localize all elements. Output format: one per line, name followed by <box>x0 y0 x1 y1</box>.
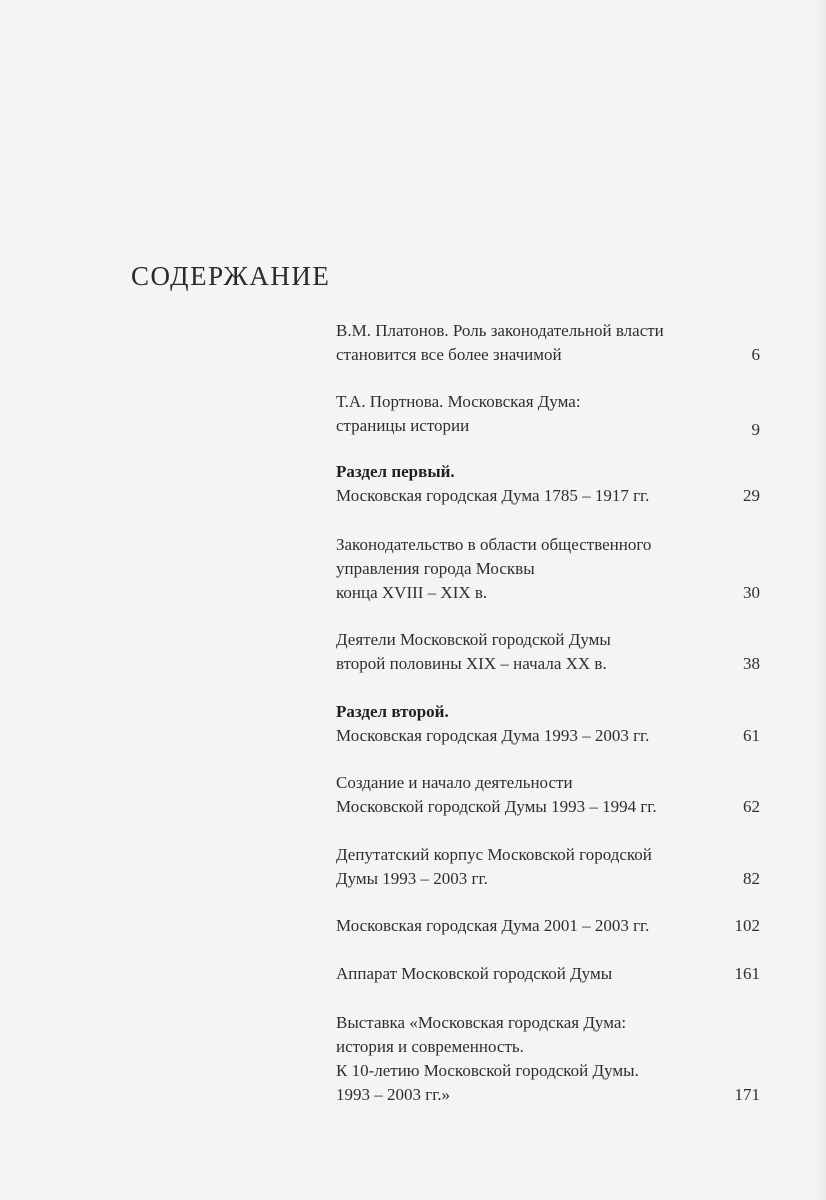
toc-entry[interactable] <box>336 319 760 367</box>
page-number: 38 <box>743 654 760 673</box>
toc-entry-line: управления города Москвы <box>336 559 535 578</box>
section-heading: Раздел второй. <box>336 702 449 721</box>
toc-entry-line: Депутатский корпус Московской городской <box>336 845 652 864</box>
page-number: 161 <box>734 964 760 983</box>
toc-entry[interactable] <box>336 628 760 676</box>
toc-entry-text <box>336 390 716 438</box>
page-number: 82 <box>743 869 760 888</box>
toc-entry-line: страницы истории <box>336 416 470 435</box>
toc-entry[interactable] <box>336 843 760 891</box>
toc-entry-line: Московской городской Думы 1993 – 1994 гг. <box>336 797 657 816</box>
toc-entry-line: 1993 – 2003 гг.» <box>336 1085 451 1104</box>
toc-entry-line: Деятели Московской городской Думы <box>336 630 611 649</box>
toc-entry-text <box>336 533 716 605</box>
toc-entry-text <box>336 771 716 819</box>
page-number: 9 <box>751 420 760 439</box>
toc-entry-line: Выставка «Московская городская Дума: <box>336 1013 627 1032</box>
toc-entry-line: Московская городская Дума 1993 – 2003 гг. <box>336 726 650 745</box>
toc-entry[interactable] <box>336 390 760 438</box>
page-number: 61 <box>743 726 760 745</box>
toc-entry-line: Законодательство в области общественного <box>336 535 652 554</box>
toc-entry-line: К 10-летию Московской городской Думы. <box>336 1061 639 1080</box>
page-title: СОДЕРЖАНИЕ <box>131 261 331 291</box>
toc-entry-line: становится все более значимой <box>336 345 562 364</box>
toc-entry-section[interactable] <box>336 460 760 508</box>
toc-entry-line: Московская городская Дума 2001 – 2003 гг. <box>336 916 650 935</box>
toc-entry[interactable] <box>336 771 760 819</box>
toc-entry[interactable] <box>336 914 760 938</box>
toc-entry[interactable] <box>336 1011 760 1107</box>
toc-entry-line: Т.А. Портнова. Московская Дума: <box>336 392 581 411</box>
page-number: 62 <box>743 797 760 816</box>
toc-entry-text <box>336 1011 716 1107</box>
toc-entry-text <box>336 962 716 986</box>
page-number: 102 <box>734 916 760 935</box>
toc-entry-line: Московская городская Дума 1785 – 1917 гг. <box>336 486 650 505</box>
toc-entry-line: Думы 1993 – 2003 гг. <box>336 869 488 888</box>
page-edge-shadow <box>812 0 826 1200</box>
toc-entry[interactable] <box>336 533 760 605</box>
toc-entry-text <box>336 700 716 748</box>
page-number: 171 <box>734 1085 760 1104</box>
toc-entry-text <box>336 460 716 508</box>
toc-entry-line: конца XVIII – XIX в. <box>336 583 488 602</box>
page-number: 6 <box>751 345 760 364</box>
toc-entry-line: история и современность. <box>336 1037 524 1056</box>
page-number: 29 <box>743 486 760 505</box>
toc-entry-text <box>336 628 716 676</box>
toc-entry[interactable] <box>336 962 760 986</box>
toc-entry-line: Создание и начало деятельности <box>336 773 573 792</box>
page-number: 30 <box>743 583 760 602</box>
section-heading: Раздел первый. <box>336 462 455 481</box>
toc-entry-text <box>336 914 716 938</box>
toc-entry-line: второй половины XIX – начала XX в. <box>336 654 607 673</box>
toc-entry-text <box>336 843 716 891</box>
toc-entry-text <box>336 319 716 367</box>
toc-entry-line: Аппарат Московской городской Думы <box>336 964 613 983</box>
toc-entry-line: В.М. Платонов. Роль законодательной власти <box>336 321 664 340</box>
toc-entry-section[interactable] <box>336 700 760 748</box>
